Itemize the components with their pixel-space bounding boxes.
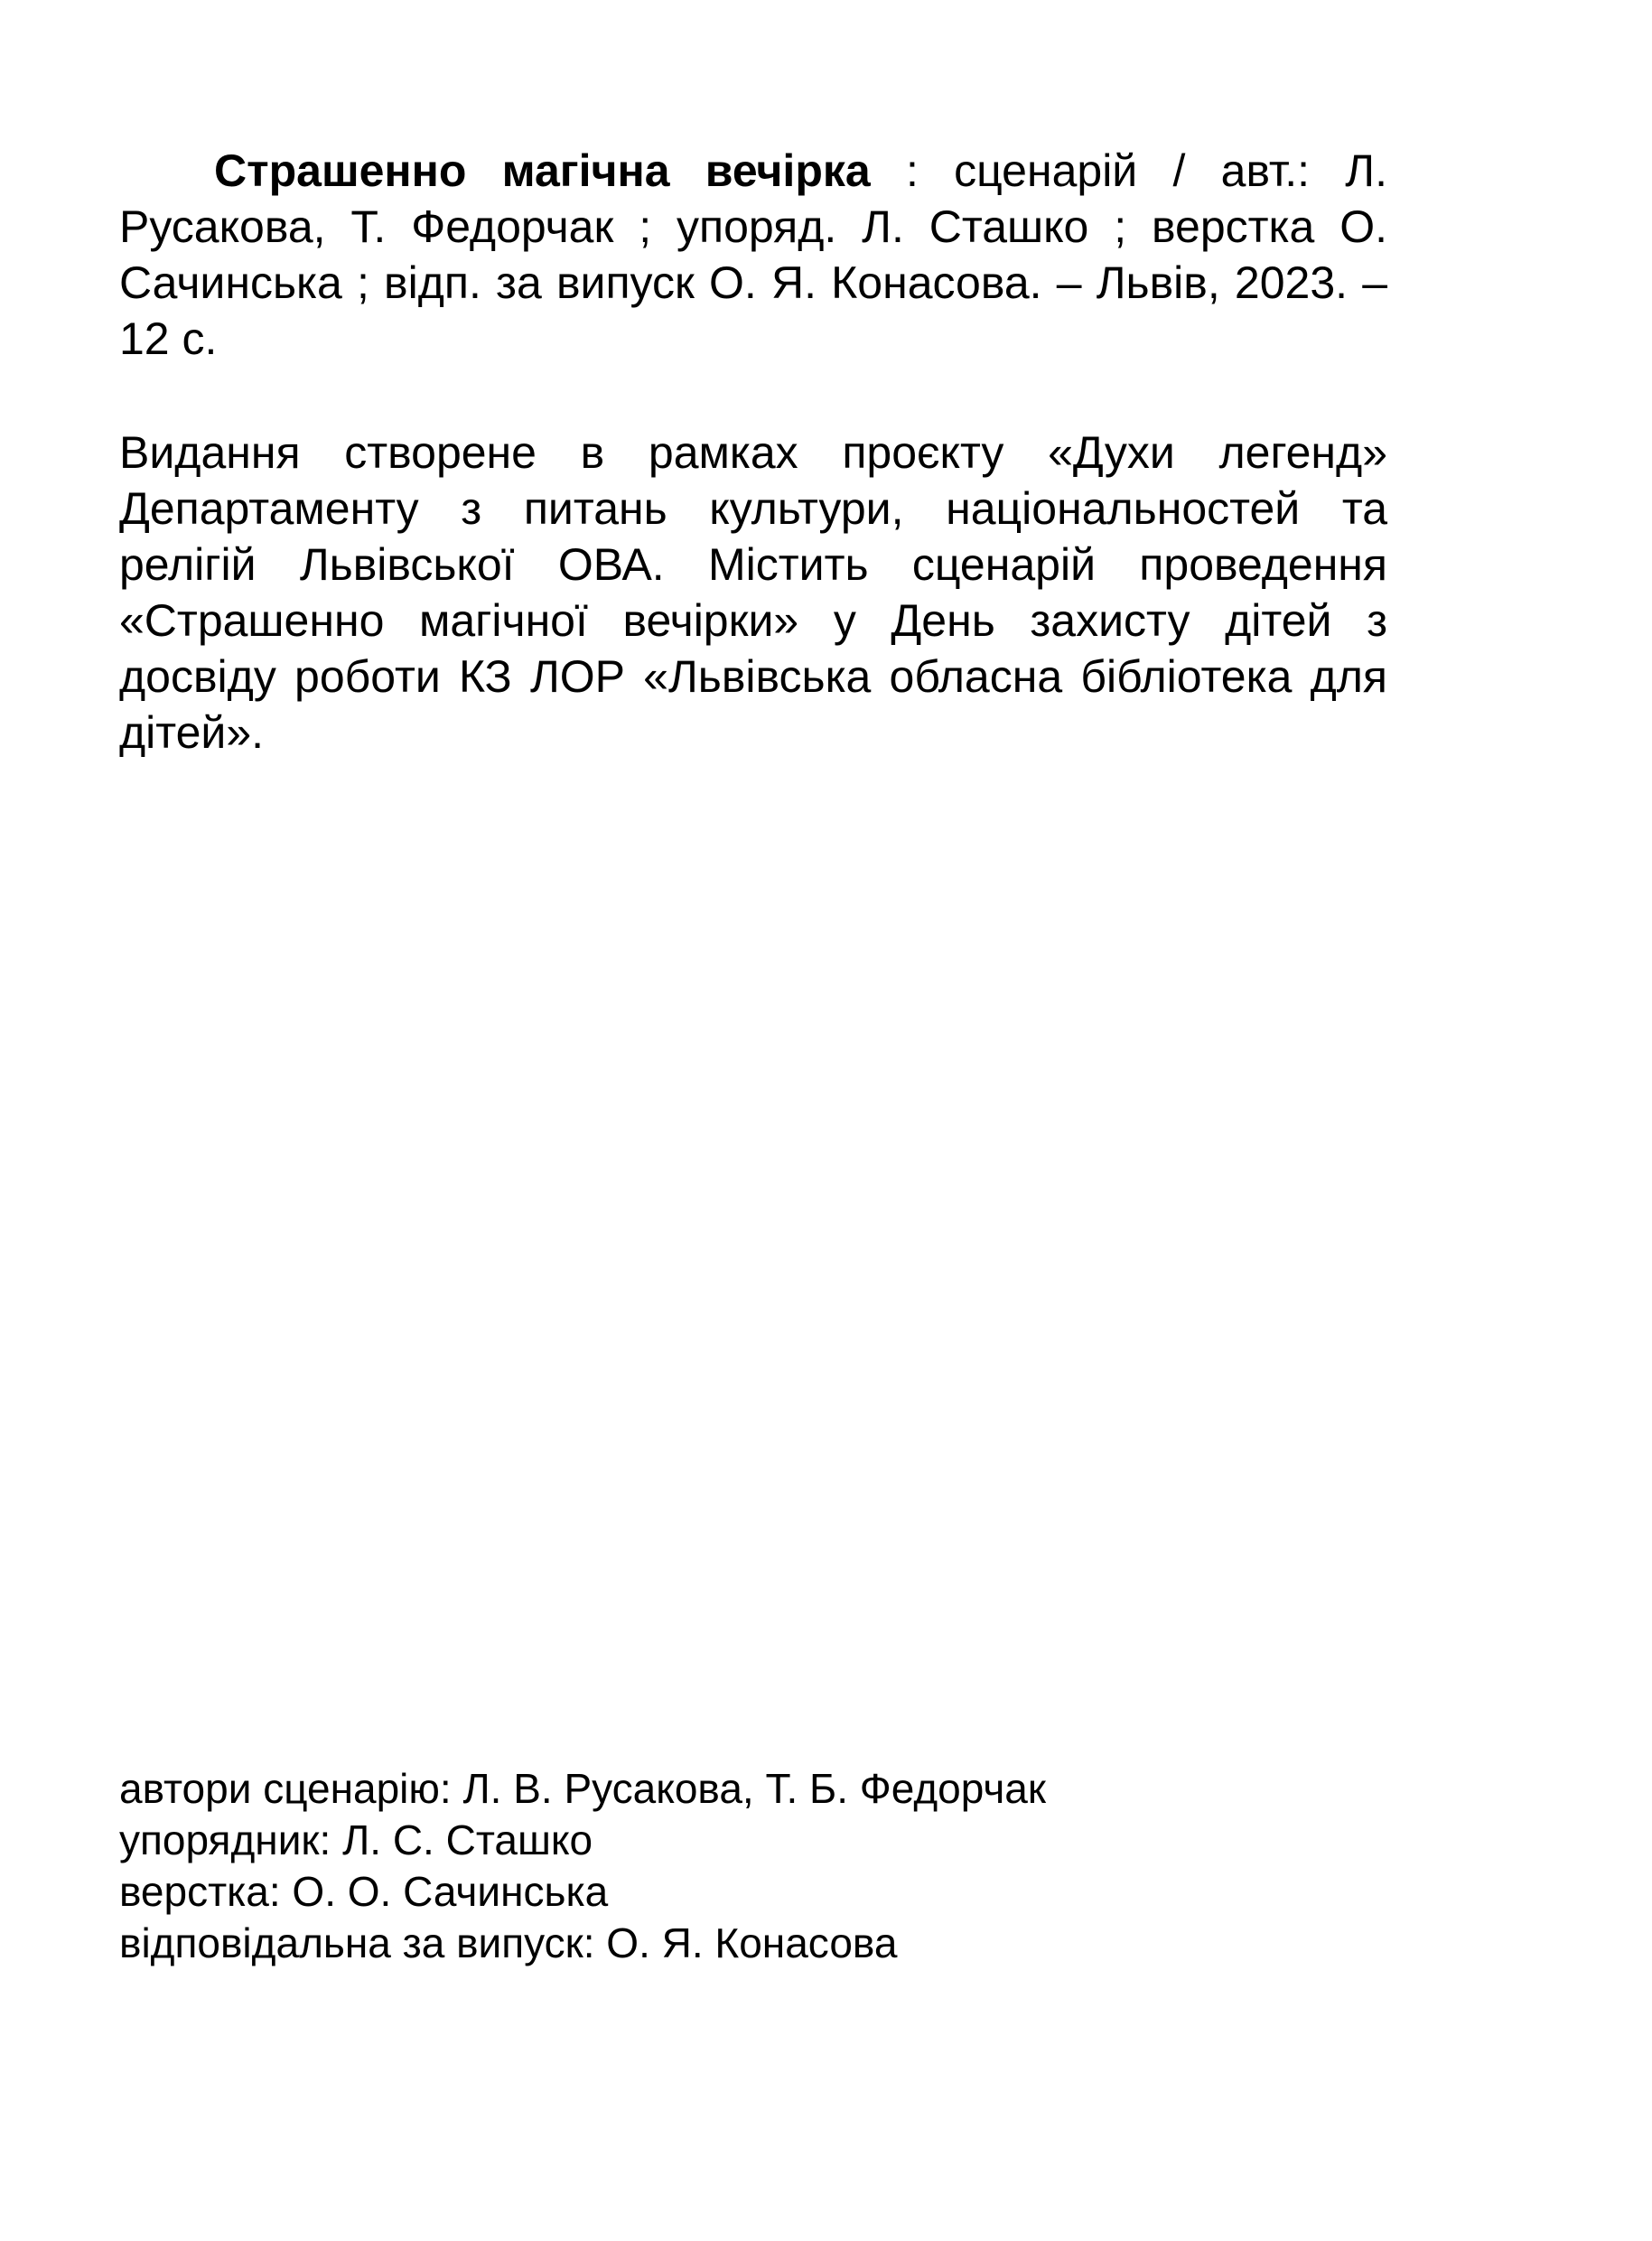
credits-layout: верстка: О. О. Сачинська — [119, 1868, 609, 1915]
credits-block — [119, 1763, 1046, 1969]
credits-responsible: відповідальна за випуск: О. Я. Конасова — [119, 1919, 898, 1966]
credits-authors: автори сценарію: Л. В. Русакова, Т. Б. Федорчак — [119, 1765, 1047, 1812]
credits-compiler: упорядник: Л. С. Сташко — [119, 1816, 593, 1863]
citation-title: Страшенно магічна вечірка — [214, 145, 871, 196]
bibliographic-citation — [119, 143, 1387, 367]
citation-details: : сценарій / авт.: Л. Русакова, Т. Федорчак ; упоряд. Л. Сташко ; верстка О. Сачинська ; відп. за випуск О. Я. Конасова. – Львів, 2023. – 12 с. — [119, 145, 1387, 364]
annotation-paragraph: Видання створене в рамках проєкту «Духи легенд» Департаменту з питань культури, національностей та релігій Львівської ОВА. Містить сценарій проведення «Страшенно магічної вечірки» у День захисту дітей з досвіду роботи КЗ ЛОР «Львівська обласна бібліотека для дітей». — [119, 427, 1387, 758]
